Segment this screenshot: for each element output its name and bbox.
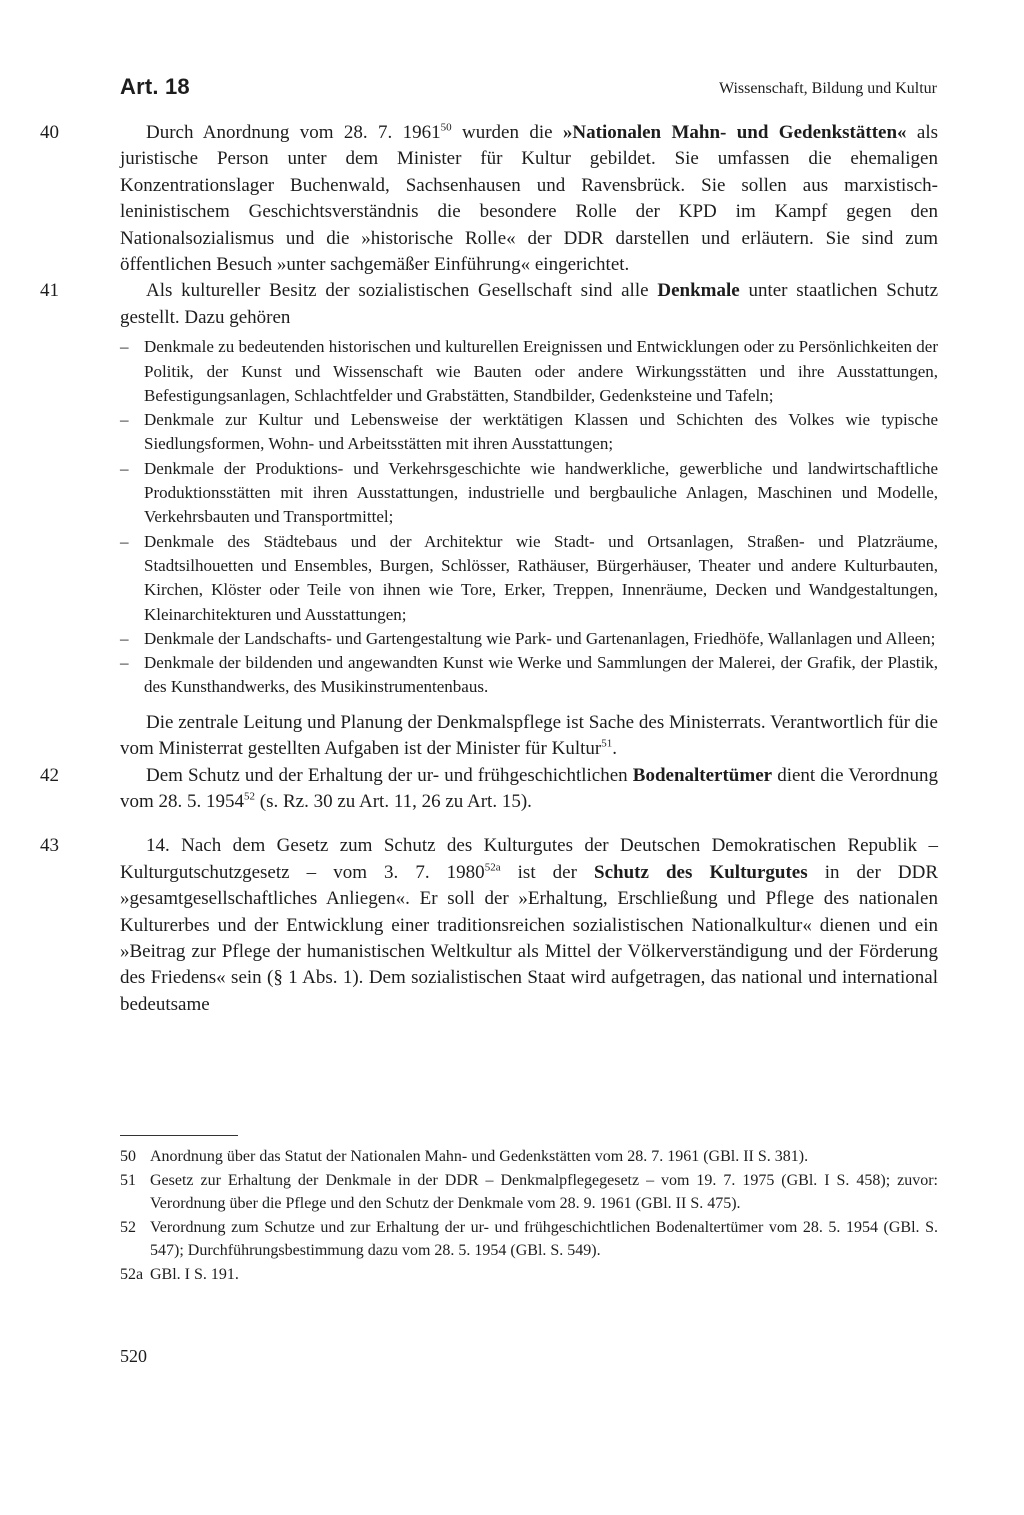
list-item [120,408,938,457]
paragraph-42 [40,763,938,816]
list-item [120,627,938,651]
list-item-text: Denkmale der Produktions- und Verkehrsgeschichte wie handwerkliche, gewerbliche und landwirtschaftliche Produktionsstätten mit ihren Ausstattungen, industrielle und bergbauliche Anlagen, Maschinen und Modelle, Verkehrsbauten und Transportmittel; [144,458,938,527]
footnote-ref[interactable]: 52a [484,861,501,874]
article-heading: Art. 18 [120,74,190,99]
list-item-text: Denkmale zu bedeutenden historischen und kulturellen Ereignissen und Entwicklungen oder zu Persönlichkeiten der Politik, der Kunst und Wissenschaft wie Bauten oder andere Wirkungsstätten und ihre Ausstattungen, Befestigungsanlagen, Schlachtfelder und Grabstätten, Standbilder, Gedenksteine und Tafeln; [144,337,938,405]
footnotes [120,1146,938,1288]
list-item [120,335,938,408]
footnote-text: Gesetz zur Erhaltung der Denkmale in der DDR – Denkmalpflegegesetz – vom 19. 7. 1975 (GBl. I S. 458); zuvor: Verordnung über die Pflege und den Schutz der Denkmale vom 28. 9. 1961 (GBl. II S. 475). [150,1172,938,1212]
paragraph-43 [40,833,938,1018]
text-span: wurden die [451,122,563,143]
footnote-52 [120,1217,938,1262]
list-item-text: Denkmale der Landschafts- und Gartengestaltung wie Park- und Gartenanlagen, Friedhöfe, Wallanlagen und Alleen; [144,628,936,648]
dash-marker: – [120,337,129,357]
list-item [120,530,938,627]
dash-marker: – [120,653,129,673]
text-span: ist der [500,861,595,883]
list-item-text: Denkmale zur Kultur und Lebensweise der werktätigen Klassen und Schichten des Volkes wie typische Siedlungsformen, Wohn- und Arbeitsstätten mit ihren Ausstattungen; [144,410,938,454]
footnote-number: 52 [120,1219,136,1237]
footnote-ref[interactable]: 50 [440,121,452,134]
list-item-text: Denkmale des Städtebaus und der Architektur wie Stadt- und Ortsanlagen, Straßen- und Platzräume, Stadtsilhouetten und Ensembles, Burgen, Schlösser, Rathäuser, Bürgerhäuser, Theater und andere Kulturbauten, Kirchen, Klöster oder Teile von ihnen wie Tore, Erker, Treppen, Innenräume, Decken und Wandgestaltungen, Kleinarchitekturen und Ausstattungen; [144,531,938,624]
text-span: 14. Nach dem Gesetz zum Schutz des Kulturgutes der Deutschen Demokratischen Republik – Kulturgutschutzgesetz – vom 3. 7. 1980 [120,835,938,883]
footnote-text: Verordnung zum Schutze und zur Erhaltung der ur- und frühgeschichtlichen Bodenaltertümer vom 28. 5. 1954 (GBl. S. 547); Durchführungsbestimmung dazu vom 28. 5. 1954 (GBl. S. 549). [150,1219,938,1259]
list-item [120,651,938,700]
footnote-50 [120,1146,938,1168]
list-item-text: Denkmale der bildenden und angewandten Kunst wie Werke und Sammlungen der Malerei, der Grafik, der Plastik, des Kunsthandwerks, des Musikinstrumentenbaus. [144,653,938,697]
footnote-number: 50 [120,1148,136,1165]
dash-marker: – [120,531,129,551]
footnote-52a [120,1264,938,1286]
text-span: . [612,738,617,760]
footnote-number: 51 [120,1172,136,1190]
footnote-divider [120,1135,238,1136]
text-span: Als kultureller Besitz der sozialistischen Gesellschaft sind alle [146,280,658,302]
list-item [120,457,938,530]
paragraph-41-continued [120,710,938,763]
footnote-51 [120,1170,938,1215]
bold-term: »Nationalen Mahn- und Gedenkstätten« [562,122,907,143]
text-span: (s. Rz. 30 zu Art. 11, 26 zu Art. 15). [255,790,532,812]
footnote-text: GBl. I S. 191. [150,1266,239,1284]
text-span: in der DDR »gesamtgesellschaftliches Anliegen«. Er soll der »Erhaltung, Erschließung und Pflege des nationalen Kulturerbes und der Entwicklung einer traditionsreichen sozialistischen Nationalkultur« dienen und ein »Beitrag zur Pflege der humanistischen Weltkultur als Mittel der Völkerverständigung und der Förderung des Friedens« sein (§ 1 Abs. 1). Dem sozialistischen Staat wird aufgetragen, das national und international bedeutsame [120,861,938,1015]
section-title: Wissenschaft, Bildung und Kultur [719,80,937,97]
footnote-number: 52a [120,1266,144,1284]
footnote-text: Anordnung über das Statut der Nationalen Mahn- und Gedenkstätten vom 28. 7. 1961 (GBl. II S. 381). [150,1148,809,1165]
bold-term: Denkmale [657,280,740,302]
footnote-ref[interactable]: 52 [244,790,256,803]
dash-marker: – [120,628,129,648]
dash-marker: – [120,458,129,478]
margin-number: 42 [40,764,59,786]
text-span: als juristische Person unter dem Minister für Kultur gebildet. Sie umfassen die ehemaligen Konzentrationslager Buchenwald, Sachsenhausen und Ravensbrück. Sie sollen aus marxistisch-leninistischem Geschichtsverständnis die besondere Rolle der KPD im Kampf gegen den Nationalsozialismus und die »historische Rolle« der DDR darstellen und erläutern. Sie sind zum öffentlichen Besuch »unter sachgemäßer Einführung« eingerichtet. [120,122,939,276]
text-span: dient die Verordnung vom 28. 5. 1954 [120,764,938,812]
margin-number: 43 [40,835,59,857]
text-span: Die zentrale Leitung und Planung der Denkmalspflege ist Sache des Ministerrats. Verantwortlich für die vom Ministerrat gestellten Aufgaben ist der Minister für Kultur [120,711,938,760]
text-span: unter staatlichen Schutz gestellt. Dazu gehören [120,280,939,328]
margin-number: 40 [40,122,59,143]
monument-list [120,335,938,699]
dash-marker: – [120,410,129,430]
bold-term: Bodenaltertümer [632,764,773,786]
text-span: Durch Anordnung vom 28. 7. 1961 [146,122,441,143]
page-number: 520 [120,1346,147,1366]
main-text [40,120,939,1018]
paragraph-40 [40,120,939,278]
margin-number: 41 [40,280,59,302]
paragraph-41 [40,278,939,331]
text-span: Dem Schutz und der Erhaltung der ur- und frühgeschichtlichen [146,764,633,786]
footnote-ref[interactable]: 51 [601,737,613,750]
bold-term: Schutz des Kulturgutes [594,861,808,883]
